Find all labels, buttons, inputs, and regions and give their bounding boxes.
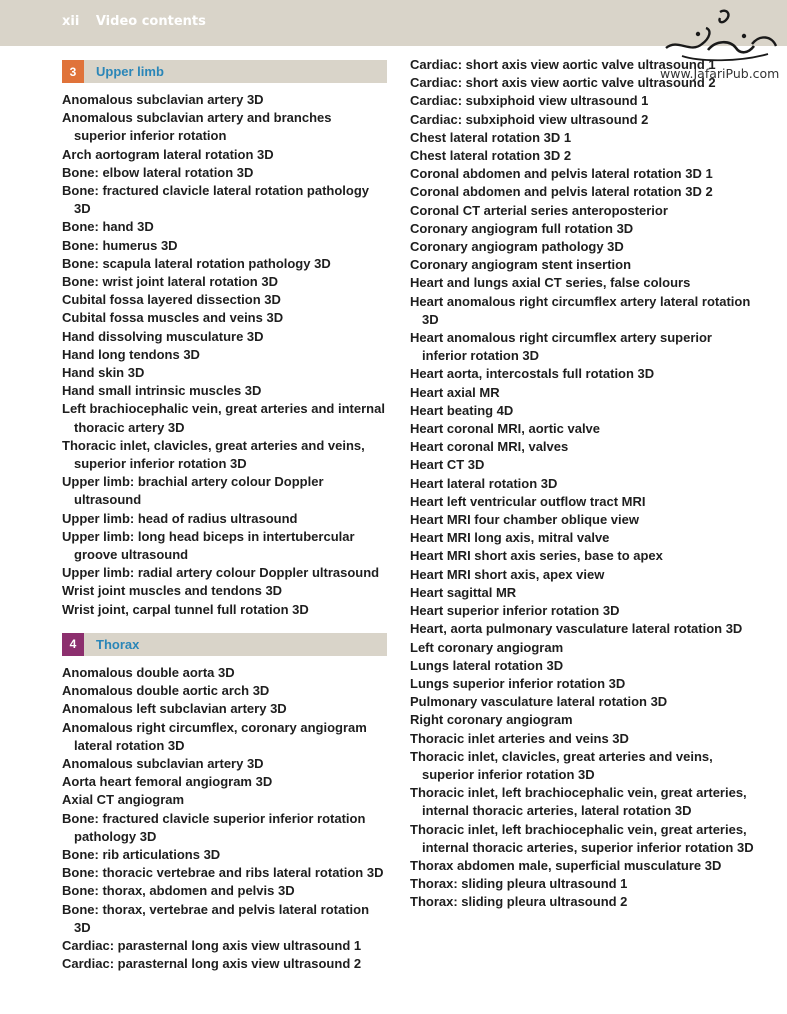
thorax-list-continued	[410, 56, 760, 912]
calligraphy-logo-icon	[660, 4, 780, 64]
section-title: Upper limb	[96, 64, 164, 79]
video-entry[interactable]: Heart aorta, intercostals full rotation 3D	[410, 366, 655, 382]
section-title: Thorax	[96, 636, 140, 652]
video-entry[interactable]: Hand skin 3D	[62, 365, 145, 381]
upper-limb-list	[62, 91, 387, 619]
section-number: 4	[62, 633, 84, 656]
video-entry[interactable]: Anomalous subclavian artery 3D	[62, 92, 264, 107]
video-entry[interactable]: Heart axial MR	[410, 384, 500, 400]
video-entry[interactable]: Anomalous left subclavian artery 3D	[62, 701, 287, 717]
video-entry[interactable]: Heart anomalous right circumflex artery superior inferior rotation 3D	[410, 330, 712, 364]
video-entry[interactable]: Heart coronal MRI, aortic valve	[410, 421, 601, 437]
video-entry[interactable]: Lungs superior inferior rotation 3D	[410, 675, 626, 691]
video-entry[interactable]: Bone: hand 3D	[62, 219, 154, 235]
video-entry[interactable]: Hand long tendons 3D	[62, 346, 200, 362]
video-entry[interactable]: Thoracic inlet, clavicles, great arteries and veins, superior inferior rotation 3D	[62, 437, 365, 472]
running-title: Video contents	[95, 14, 206, 29]
video-entry[interactable]: Thoracic inlet, left brachiocephalic vein, great arteries, internal thoracic arteries, superior inferior rotation 3D	[410, 821, 754, 855]
video-entry[interactable]: Arch aortogram lateral rotation 3D	[62, 146, 274, 162]
video-entry[interactable]: Coronary angiogram full rotation 3D	[410, 220, 634, 236]
video-entry[interactable]: Upper limb: brachial artery colour Doppler ultrasound	[62, 474, 324, 508]
video-entry[interactable]: Thoracic inlet arteries and veins 3D	[410, 730, 629, 746]
video-entry[interactable]: Coronary angiogram stent insertion	[410, 257, 632, 273]
video-entry[interactable]: Heart MRI short axis, apex view	[410, 566, 605, 582]
video-entry[interactable]: Thorax: sliding pleura ultrasound 2	[410, 894, 628, 910]
video-entry[interactable]: Heart CT 3D	[410, 457, 485, 473]
video-entry[interactable]: Anomalous subclavian artery 3D	[62, 755, 264, 771]
page-number: xii	[62, 14, 80, 29]
video-entry[interactable]: Lungs lateral rotation 3D	[410, 657, 564, 673]
video-entry[interactable]: Bone: humerus 3D	[62, 237, 178, 253]
video-entry[interactable]: Thorax: sliding pleura ultrasound 1	[410, 876, 628, 892]
video-entry[interactable]: Cardiac: subxiphoid view ultrasound 2	[410, 111, 649, 127]
video-entry[interactable]: Heart lateral rotation 3D	[410, 475, 558, 491]
video-entry[interactable]: Coronal abdomen and pelvis lateral rotation 3D 1	[410, 166, 713, 182]
video-entry[interactable]: Axial CT angiogram	[62, 792, 185, 808]
video-entry[interactable]: Bone: thorax, abdomen and pelvis 3D	[62, 883, 295, 899]
video-entry[interactable]: Left coronary angiogram	[410, 639, 564, 655]
video-entry[interactable]: Thorax abdomen male, superficial musculature 3D	[410, 857, 722, 873]
video-entry[interactable]: Bone: thoracic vertebrae and ribs lateral rotation 3D	[62, 865, 384, 881]
video-entry[interactable]: Cubital fossa muscles and veins 3D	[62, 310, 284, 326]
video-entry[interactable]: Bone: elbow lateral rotation 3D	[62, 164, 254, 180]
video-entry[interactable]: Heart, aorta pulmonary vasculature lateral rotation 3D	[410, 621, 743, 637]
video-entry[interactable]: Coronal abdomen and pelvis lateral rotation 3D 2	[410, 184, 713, 200]
video-entry[interactable]: Anomalous double aorta 3D	[62, 664, 235, 680]
video-entry[interactable]: Anomalous subclavian artery and branches superior inferior rotation	[62, 110, 332, 144]
video-entry[interactable]: Aorta heart femoral angiogram 3D	[62, 774, 273, 790]
video-entry[interactable]: Heart beating 4D	[410, 402, 514, 418]
video-entry[interactable]: Heart sagittal MR	[410, 584, 517, 600]
video-entry[interactable]: Cardiac: parasternal long axis view ultrasound 2	[62, 956, 362, 972]
running-head	[62, 14, 206, 29]
left-column	[62, 60, 387, 973]
video-entry[interactable]: Pulmonary vasculature lateral rotation 3D	[410, 694, 668, 710]
video-entry[interactable]: Bone: wrist joint lateral rotation 3D	[62, 274, 278, 290]
video-entry[interactable]: Heart MRI short axis series, base to apex	[410, 548, 663, 564]
video-entry[interactable]: Thoracic inlet, clavicles, great arteries and veins, superior inferior rotation 3D	[410, 748, 713, 782]
video-entry[interactable]: Anomalous right circumflex, coronary angiogram lateral rotation 3D	[62, 719, 367, 753]
video-entry[interactable]: Upper limb: radial artery colour Doppler ultrasound	[62, 565, 380, 581]
video-entry[interactable]: Anomalous double aortic arch 3D	[62, 683, 270, 699]
video-entry[interactable]: Heart left ventricular outflow tract MRI	[410, 493, 646, 509]
video-entry[interactable]: Heart anomalous right circumflex artery lateral rotation 3D	[410, 293, 751, 327]
video-entry[interactable]: Hand dissolving musculature 3D	[62, 328, 264, 344]
video-entry[interactable]: Bone: scapula lateral rotation pathology 3D	[62, 255, 331, 271]
video-entry[interactable]: Chest lateral rotation 3D 2	[410, 148, 572, 164]
video-entry[interactable]: Upper limb: head of radius ultrasound	[62, 510, 298, 526]
section-header-thorax	[62, 633, 387, 656]
video-entry[interactable]: Heart and lungs axial CT series, false colours	[410, 275, 691, 291]
video-entry[interactable]: Bone: fractured clavicle superior inferior rotation pathology 3D	[62, 810, 366, 844]
video-entry[interactable]: Coronary angiogram pathology 3D	[410, 239, 624, 255]
video-entry[interactable]: Cardiac: subxiphoid view ultrasound 1	[410, 93, 649, 109]
video-entry[interactable]: Cardiac: short axis view aortic valve ultrasound 2	[410, 75, 716, 91]
video-entry[interactable]: Wrist joint muscles and tendons 3D	[62, 583, 283, 599]
video-entry[interactable]: Bone: rib articulations 3D	[62, 846, 221, 862]
section-header-upper-limb	[62, 60, 387, 83]
right-column	[410, 56, 760, 912]
video-entry[interactable]: Wrist joint, carpal tunnel full rotation 3D	[62, 601, 309, 617]
video-entry[interactable]: Bone: thorax, vertebrae and pelvis lateral rotation 3D	[62, 901, 370, 935]
video-entry[interactable]: Heart MRI four chamber oblique view	[410, 512, 639, 528]
video-entry[interactable]: Right coronary angiogram	[410, 712, 573, 728]
video-entry[interactable]: Thoracic inlet, left brachiocephalic vein, great arteries, internal thoracic arteries, lateral rotation 3D	[410, 785, 747, 819]
video-entry[interactable]: Cardiac: parasternal long axis view ultrasound 1	[62, 937, 362, 953]
video-entry[interactable]: Cubital fossa layered dissection 3D	[62, 292, 281, 308]
video-entry[interactable]: Chest lateral rotation 3D 1	[410, 129, 572, 145]
video-entry[interactable]: Heart coronal MRI, valves	[410, 439, 569, 455]
section-number: 3	[62, 60, 84, 83]
video-entry[interactable]: Upper limb: long head biceps in intertubercular groove ultrasound	[62, 528, 355, 563]
video-entry[interactable]: Left brachiocephalic vein, great arteries and internal thoracic artery 3D	[62, 401, 385, 435]
video-entry[interactable]: Coronal CT arterial series anteroposterior	[410, 202, 668, 218]
video-entry[interactable]: Cardiac: short axis view aortic valve ultrasound 1	[410, 57, 716, 72]
video-entry[interactable]: Heart superior inferior rotation 3D	[410, 603, 620, 619]
video-entry[interactable]: Heart MRI long axis, mitral valve	[410, 530, 610, 546]
video-entry[interactable]: Bone: fractured clavicle lateral rotation pathology 3D	[62, 183, 370, 217]
publisher-url: www.JafariPub.com	[660, 66, 780, 81]
thorax-list	[62, 664, 387, 973]
video-entry[interactable]: Hand small intrinsic muscles 3D	[62, 383, 262, 399]
